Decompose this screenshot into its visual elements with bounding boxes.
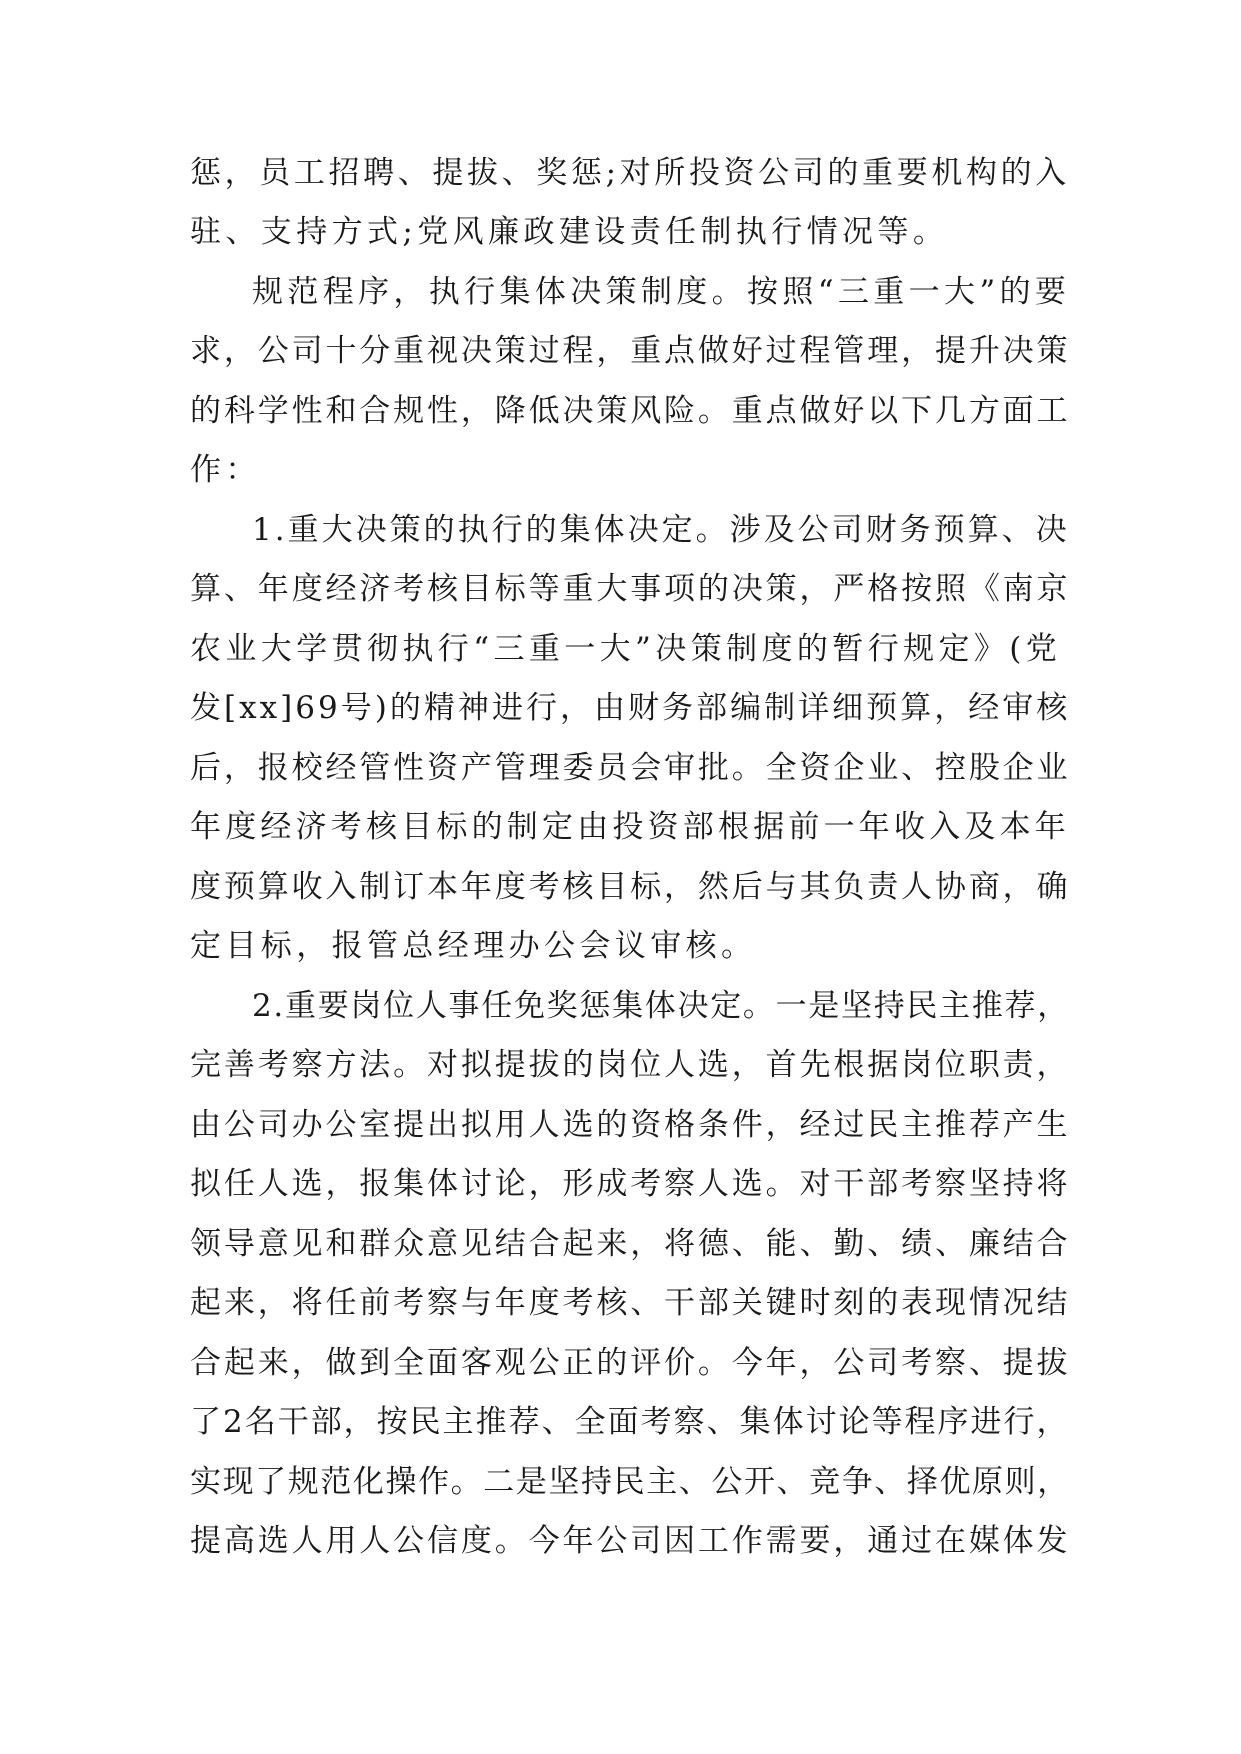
text-line: 年度经济考核目标的制定由投资部根据前一年收入及本年 — [190, 809, 1070, 845]
text-line: 求，公司十分重视决策过程，重点做好过程管理，提升决策 — [190, 333, 1071, 369]
text-line: 1.重大决策的执行的集体决定。涉及公司财务预算、决 — [252, 512, 1070, 548]
text-line: 定目标，报管总经理办公会议审核。 — [190, 928, 757, 964]
text-line: 提高选人用人公信度。今年公司因工作需要，通过在媒体发 — [190, 1523, 1071, 1559]
text-line: 由公司办公室提出拟用人选的资格条件，经过民主推荐产生 — [190, 1107, 1071, 1143]
text-line: 农业大学贯彻执行“三重一大”决策制度的暂行规定》(党 — [190, 631, 1062, 667]
text-line: 作： — [190, 452, 261, 488]
text-line: 实现了规范化操作。二是坚持民主、公开、竞争、择优原则， — [190, 1464, 1070, 1500]
text-line: 发[xx]69号)的精神进行，由财务部编制详细预算，经审核 — [190, 690, 1071, 726]
text-line: 起来，将任前考察与年度考核、干部关键时刻的表现情况结 — [190, 1285, 1071, 1321]
text-line: 领导意见和群众意见结合起来，将德、能、勤、绩、廉结合 — [190, 1226, 1071, 1262]
text-line: 算、年度经济考核目标等重大事项的决策，严格按照《南京 — [190, 571, 1071, 607]
text-line: 拟任人选，报集体讨论，形成考察人选。对干部考察坚持将 — [190, 1166, 1071, 1202]
text-line: 完善考察方法。对拟提拔的岗位人选，首先根据岗位职责， — [190, 1047, 1071, 1083]
text-line: 惩，员工招聘、提拔、奖惩;对所投资公司的重要机构的入 — [190, 155, 1070, 191]
text-line: 了2名干部，按民主推荐、全面考察、集体讨论等程序进行， — [190, 1404, 1070, 1440]
text-line: 2.重要岗位人事任免奖惩集体决定。一是坚持民主推荐， — [252, 988, 1070, 1024]
text-line: 规范程序，执行集体决策制度。按照“三重一大”的要 — [252, 274, 1071, 310]
text-line: 驻、支持方式;党风廉政建设责任制执行情况等。 — [190, 214, 949, 250]
text-line: 度预算收入制订本年度考核目标，然后与其负责人协商，确 — [190, 869, 1071, 905]
text-line: 后，报校经管性资产管理委员会审批。全资企业、控股企业 — [190, 750, 1071, 786]
text-line: 的科学性和合规性，降低决策风险。重点做好以下几方面工 — [190, 393, 1071, 429]
text-line: 合起来，做到全面客观公正的评价。今年，公司考察、提拔 — [190, 1345, 1071, 1381]
